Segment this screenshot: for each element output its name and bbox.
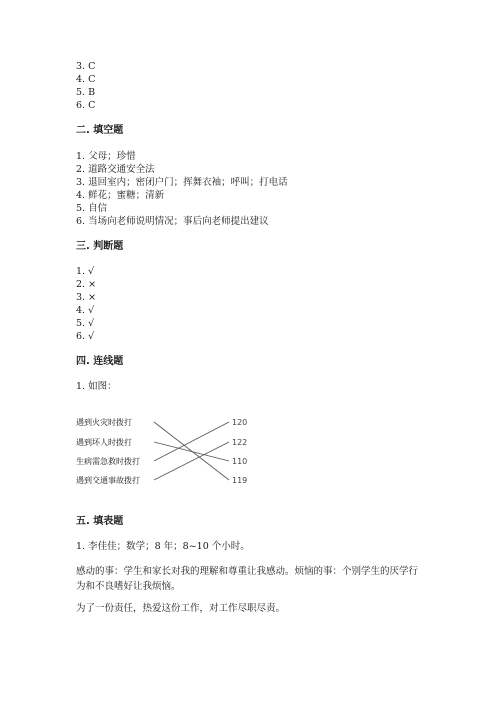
answer-line: 3. 退回室内；密闭户门；挥舞衣袖；呼叫；打电话 — [76, 177, 288, 188]
answer-line: 3. C — [76, 61, 96, 72]
section-heading-fill-blank: 二. 填空题 — [76, 125, 124, 136]
answer-line: 5. 自信 — [76, 203, 108, 214]
left-label: 生病需急救时拨打 — [76, 457, 140, 466]
answer-line: 1. √ — [76, 266, 95, 277]
connection-line — [154, 422, 229, 480]
answer-line: 6. C — [76, 100, 96, 111]
left-label: 遇到坏人时拨打 — [76, 438, 132, 447]
connection-lines — [154, 422, 229, 480]
section-heading-matching: 四. 连线题 — [76, 356, 124, 367]
left-label: 遇到火灾时拨打 — [76, 418, 132, 427]
connection-line — [154, 422, 229, 461]
matching-diagram — [72, 408, 272, 496]
section-heading-true-false: 三. 判断题 — [76, 241, 124, 252]
answer-line: 4. 鲜花；蜜糖；清新 — [76, 190, 165, 201]
right-label: 119 — [232, 476, 248, 485]
answer-line: 5. B — [76, 87, 96, 98]
connection-line — [154, 442, 229, 480]
answer-line: 4. C — [76, 74, 96, 85]
answer-line: 2. 道路交通安全法 — [76, 164, 155, 175]
answer-line: 5. √ — [76, 318, 95, 329]
answer-line: 1. 如图： — [76, 381, 117, 392]
left-label: 遇到交通事故拨打 — [76, 476, 140, 485]
answer-line: 4. √ — [76, 305, 95, 316]
section-heading-table: 五. 填表题 — [76, 516, 124, 527]
answer-line: 6. 当场向老师说明情况；事后向老师提出建议 — [76, 216, 269, 227]
right-label: 110 — [232, 457, 248, 466]
right-label: 120 — [232, 418, 248, 427]
answer-line: 1. 李佳佳；数学；8 年；8~10 个小时。 — [76, 541, 250, 552]
connection-line — [154, 442, 229, 461]
answer-paragraph: 感动的事：学生和家长对我的理解和尊重让我感动。烦恼的事：个别学生的厌学行为和不良嗜好让我烦恼。 — [76, 566, 419, 592]
answer-line: 2. × — [76, 279, 97, 290]
answer-line: 6. √ — [76, 331, 95, 342]
right-label: 122 — [232, 438, 248, 447]
answer-line: 3. × — [76, 292, 97, 303]
answer-line: 1. 父母；珍惜 — [76, 151, 136, 162]
answer-paragraph: 为了一份责任，热爱这份工作，对工作尽职尽责。 — [76, 603, 286, 614]
